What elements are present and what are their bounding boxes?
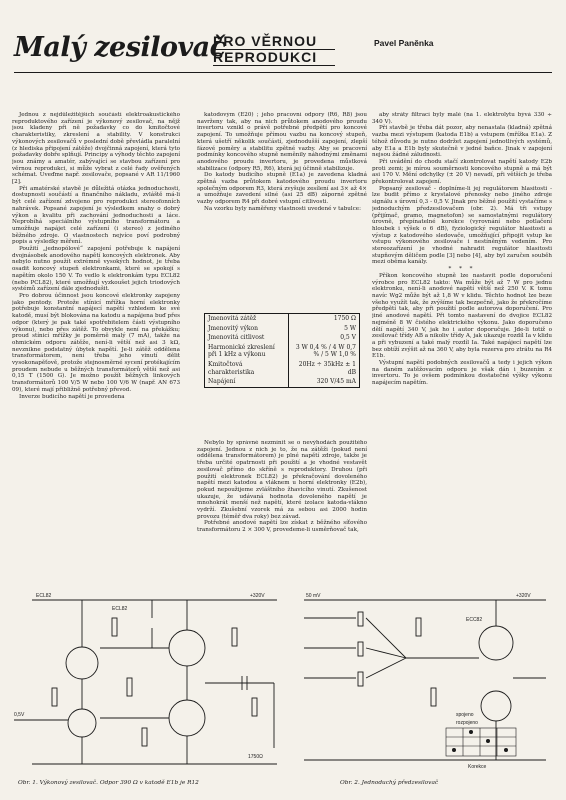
header-rule — [14, 72, 552, 73]
paragraph: Použití „jednopólové“ zapojení potřebuje k napájení dvojnásobek anodového napětí koncových elektronek. Aby nebylo nutno použít extrémně vysokých hodnot, je třeba osadit koncový stupeň elektronkami, které se spokojí s napětím okolo 150 V. To vedlo k elektronkám typu ECL82 (nebo PCL82), které umožňují vyzkoušet jejich triodových systémů zařízení dále zjednodušit. — [12, 246, 180, 293]
legend-subtitle: rozpojeno — [456, 720, 478, 726]
tube-label: ECL82 — [36, 593, 52, 599]
schematic-1 — [12, 588, 292, 776]
text-column-2-top — [197, 112, 367, 310]
legend-title: spojeno — [456, 712, 474, 718]
article-subtitle — [213, 34, 335, 66]
table-row: Harmonické zkreslení při 1 kHz a výkonu 3 W 0,4 % / 4 W 0,7 % / 5 W 1,0 % — [205, 343, 359, 360]
input-voltage-label: 50 mV — [306, 593, 321, 599]
paragraph: Potřebné anodové napětí lze získat z běžného síťového transformátoru 2 × 300 V, provedeme-li usměrňovač tak, — [197, 520, 367, 534]
load-label: 1750Ω — [248, 754, 263, 760]
supply-label: +320V — [250, 593, 265, 599]
table-row: Jmenovitý výkon 5 W — [205, 324, 359, 334]
article-title: Malý zesilovač — [14, 32, 226, 63]
paragraph: Při amatérské stavbě je důležitá otázka jednoduchosti, dostupnosti součástí a finančního nákladu, zvláště má-li být celé zařízení zdvojeno pro reprodukci stereofonních nahrávek. Popsané zapojení je výsledkem snahy o dobrý výkon a kvalitu při zachování jednoduchosti a láce. Neprobíhá speciálního výstupního transformátoru a umožňuje napájet celé zařízení (i stereo) z jediného běžného zdroje. O vlastnostech nejvíce poví podrobný popis a výsledky měření. — [12, 185, 180, 246]
paragraph: Výstupní napětí podobných zesilovačů a tedy i jejich výkon na daném zatěžovacím odporu je však dán i buzením z invertoru. To je ovšem podmínkou dostatečné výšky výkonu napájecím napětím. — [372, 360, 552, 387]
paragraph: Při stavbě je třeba dát pozor, aby nenastala (kladná) zpětná vazba mezi výstupem (katoda E1b) a vstupem (mřížka E1a). Z téhož důvodu je nutno dodržet zapojení jednotlivých systémů, aby E1a a E1b byly skutečně v jedné baňce. Jinak v zapojení nejsou žádné záludnosti. — [372, 125, 552, 159]
table-row: Napájení 320 V/45 mA — [205, 377, 359, 387]
figure-2-caption: Obr. 2. Jednoduchý předzesilovač — [340, 780, 439, 786]
schematic-2 — [296, 588, 554, 776]
author-name: Pavel Paněnka — [374, 38, 434, 48]
section-separator: * * * — [448, 266, 476, 273]
subtitle-line-2: REPRODUKCI — [213, 50, 335, 66]
paragraph: Nebylo by správné nezmínit se o nevýhodách použitého zapojení. Jednou z nich je to, že na zátěži (pokud není oddělena transformátorem) je plné napětí zdroje, takže je třeba určité opatrnosti při použití a je vhodné vestavět zesilovač přímo do skříně s reproduktory. Druhou (při použití elektronek ECL82) je překračování dovoleného napětí mezi katodou a vláknem u horní elektronky (E2b), pokud nepoužijeme zvláštního žhavicího vinutí. Zkušenost ukazuje, že udávaná hodnota dovoleného napětí je mnohokrát menší než napětí, které izolace katoda-vlákno vydrží. Zkušební vzorek má za sebou asi 2000 hodin provozu (téměř dva roky) bez závad. — [197, 440, 367, 520]
paragraph: Do katody budicího stupně (E1a) je zavedena kladná zpětná vazba průtokem katodového proudu invertoru společným odporem R3, která zvyšuje zesílení asi 3× až 4× a umožňuje zavedení silné (asi 25 dB) záporné zpětné vazby odporem R4 při dobré vstupní citlivosti. — [197, 172, 367, 206]
table-row: Jmenovitá citlivost 0,5 V — [205, 333, 359, 343]
tube-label: ECL82 — [112, 606, 128, 612]
figure-1-schematic — [12, 588, 292, 776]
input-voltage-label: 0,5V — [14, 712, 25, 718]
paragraph: Inverze budicího napětí je provedena — [19, 393, 125, 400]
paragraph: aby stráty filtrací byly malé (na 1. elektrolytu bývá 330 ÷ 340 V). — [372, 112, 552, 125]
paragraph: Popsaný zesilovač - doplníme-li jej regulátorem hlasitosti - lze budit přímo z krystalové přenosky nebo jiného zdroje signálu s úrovní 0,3 - 0,5 V. Jinak pro běžné použití vystačíme s jednoduchým předzesilovačem (obr. 2). Má tři vstupy (přijímač, gramo, magnetofon) se samostatnými regulátory úrovně, přepínatelné korekce (vyrovnání nebo potlačení hloubek i výšek o 6 dB), fyziologický regulátor hlasitosti a výstup z katodového sledovače, umožňující připojit vstup ke vstupu výkonového zesilovače i nestíněným vedením. Pro stereozařízení je vhodné nahradit regulátor hlasitosti stupňovým děličem podle [3] nebo [4], aby byl zaručen souběh mezi oběma kanály. — [372, 185, 552, 266]
text-column-3 — [372, 112, 552, 582]
figure-2-schematic — [296, 588, 554, 776]
subtitle-line-1: PRO VĚRNOU — [213, 34, 335, 50]
paragraph: Jednou z nejdůležitějších součástí elektroakustického reproduktového zařízení je výkonový zesilovač, na nějž jsou kladeny při ně požadavky co do kmitočtové charakteristiky, zkreslení a stability. V konstrukci výkonových zesilovačů v poslední době převládla paralelní (z hlediska připojení zátěže) dvojčinná zapojení, která tyto požadavky dobře splňují. Principy a výhody těchto zapojení jsou známy a amatér, zabývající se stavbou zařízení pro věrnou reprodukci, si může vybrat z celé řady ověřených schémat. Uveďme např. zesilovače, popsané v AR 11/1960 [2]. — [12, 112, 180, 186]
paragraph: katodovým (E20) ; jeho pracovní odpory (R6, R8) jsou navrženy tak, aby na nich průtokem anodového proudu invertoru vznikl o právě potřebné předpětí pro koncové zapojení. To umožňuje přímou vazbu na koncový stupeň, která ušetří několik součástí, zjednodušší zapojení, zlepší fázové poměry a stabilitu zpětné vazby. Aby se pracovní podmínky koncového stupně neměnily náhodnými změnami anodového proudu invertoru, je provedena můstková stabilizace (odpory R5, R6), která jej účinně stabilizuje. — [197, 112, 367, 172]
text-column-2-bottom — [197, 440, 367, 583]
figure-1-caption: Obr. 1. Výkonový zesilovač. Odpor 390 Ω v katodě E1b je R12 — [18, 780, 199, 786]
supply-label: +320V — [516, 593, 531, 599]
tube-label: ECC82 — [466, 617, 483, 623]
legend-footer: Korekce — [468, 764, 487, 770]
paragraph: Pro dobrou účinnost jsou koncové elektronky zapojeny jako pentody. Protože stínicí mřížka horní elektronky potřebuje konstantní napájecí napětí vzhledem ke své katodě, musí být blokována na katodu a napájena buď přes odpor (který je pak také spotřebitelem části výstupního výkonu), nebo přes zátěž. To obvykle není na překážku; proud stínicí mřížky je poměrně malý (7 mA), takže na ohmickém odporu zátěže, není-li větší než asi 3 kΩ, nevznikne podstatný úbytek napětí. Je-li zátěž oddělena transformátorem, není třeba jeho vinutí dělit vysokonapěťově, protože stejnosměrné sycení protékajícím proudem nebude u běžných transformátorů větší než asi 0,15 T (1500 G). Je možno použít běžných linkových transformátorů 100 V/5 W nebo 100 V/6 W (např. AN 673 09), které mají přibližně potřebný převod. — [12, 292, 180, 393]
text-column-1 — [12, 112, 180, 582]
table-row: Jmenovitá zátěž 1750 Ω — [205, 314, 359, 324]
spec-table — [204, 313, 360, 388]
paragraph: Při uvádění do chodu stačí zkontrolovat napětí katody E2b proti zemi; je mírou souměrnosti koncového stupně a má být asi 170 V. Mění odchylky (± 20 V) nevadí, při větších je třeba překontrolovat zapojení. — [372, 158, 552, 186]
table-row: Kmitočtová charakteristika 20Hz ÷ 35kHz ± 1 dB — [205, 360, 359, 377]
paragraph: Příkon koncového stupně lze nastavit podle doporučení výrobce pro ECL82 takto: Wa může být až 7 W pro jednu elektronku, není-li anodové napětí větší než 250 V. K tomu navíc Wg2 může být až 1,8 W v klidu. Těchto hodnot lze beze všeho využít tak, že zvýšíme tak bezpečně, jako že překročíme předpětí tak, aby při použití podle autorova doporučení. Pro jiné anodové napětí. Při tomto nastavení do dvojice ECL82 nejméně 8 W čistého elektrického výkonu. Jako doporučeno dělí napětí 340 V, jak ho i autor doporučuje. Jde-li totiž o zesilovač třídy AB a nikoliv třídy A, jak ukazuje rozdíl Ia v klidu a při vybuzení a také malý rozdíl Ia. Také napájecí napětí lze bez obtíží zvýšit až na 360 V, aby byla rezerva pro ztrátu na R4 E1b. — [372, 272, 552, 360]
paragraph: Na vzorku byly naměřeny vlastnosti uvedené v tabulce: — [204, 205, 362, 212]
